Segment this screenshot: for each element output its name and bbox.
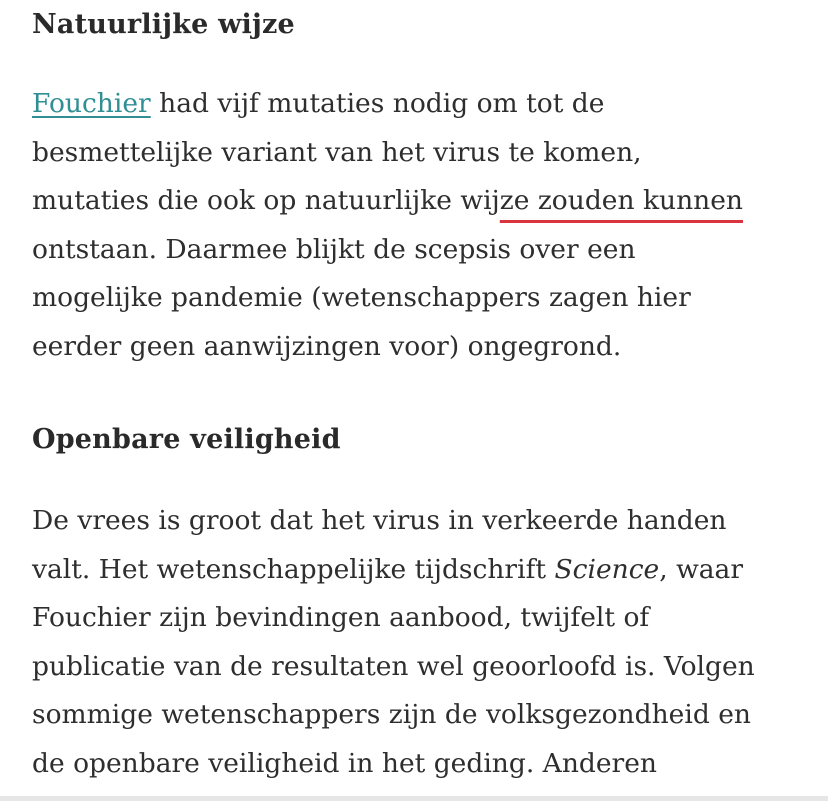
text-line: eerder geen aanwijzingen voor) ongegrond.	[32, 330, 622, 362]
text-line: Fouchier zijn bevindingen aanbood, twijfelt of	[32, 602, 650, 633]
text-segment: valt. Het wetenschappelijke tijdschrift	[32, 553, 555, 585]
text-line: De vrees is groot dat het virus in verkeerde handen	[32, 505, 727, 536]
text-line: sommige wetenschappers zijn de volksgezondheid en	[32, 699, 751, 730]
text-line: publicatie van de resultaten wel geoorloofd is. Volgen	[32, 650, 755, 682]
text-segment: mutaties die ook op natuurlijke wij	[32, 185, 500, 216]
text-line: ontstaan. Daarmee blijkt de scepsis over een	[32, 233, 636, 265]
paragraph-natuurlijke-wijze	[32, 80, 812, 371]
text-segment: , waar	[659, 553, 744, 585]
journal-name-science: Science	[554, 553, 660, 585]
text-segment: had vijf mutaties nodig om tot de	[150, 88, 605, 119]
section-heading-openbare-veiligheid: Openbare veiligheid	[32, 424, 341, 455]
text-line: besmettelijke variant van het virus te komen,	[32, 136, 642, 168]
section-heading-natuurlijke-wijze: Natuurlijke wijze	[32, 9, 295, 40]
fouchier-link[interactable]: Fouchier	[32, 88, 151, 119]
text-line	[32, 80, 812, 129]
text-line: mogelijke pandemie (wetenschappers zagen hier	[32, 282, 691, 313]
paragraph-openbare-veiligheid	[32, 497, 812, 788]
spellcheck-flagged-text[interactable]: ze zouden kunnen	[499, 185, 743, 216]
text-line	[32, 177, 812, 226]
text-line	[32, 546, 812, 595]
text-line: de openbare veiligheid in het geding. Anderen	[32, 747, 657, 779]
bottom-divider	[0, 796, 828, 801]
